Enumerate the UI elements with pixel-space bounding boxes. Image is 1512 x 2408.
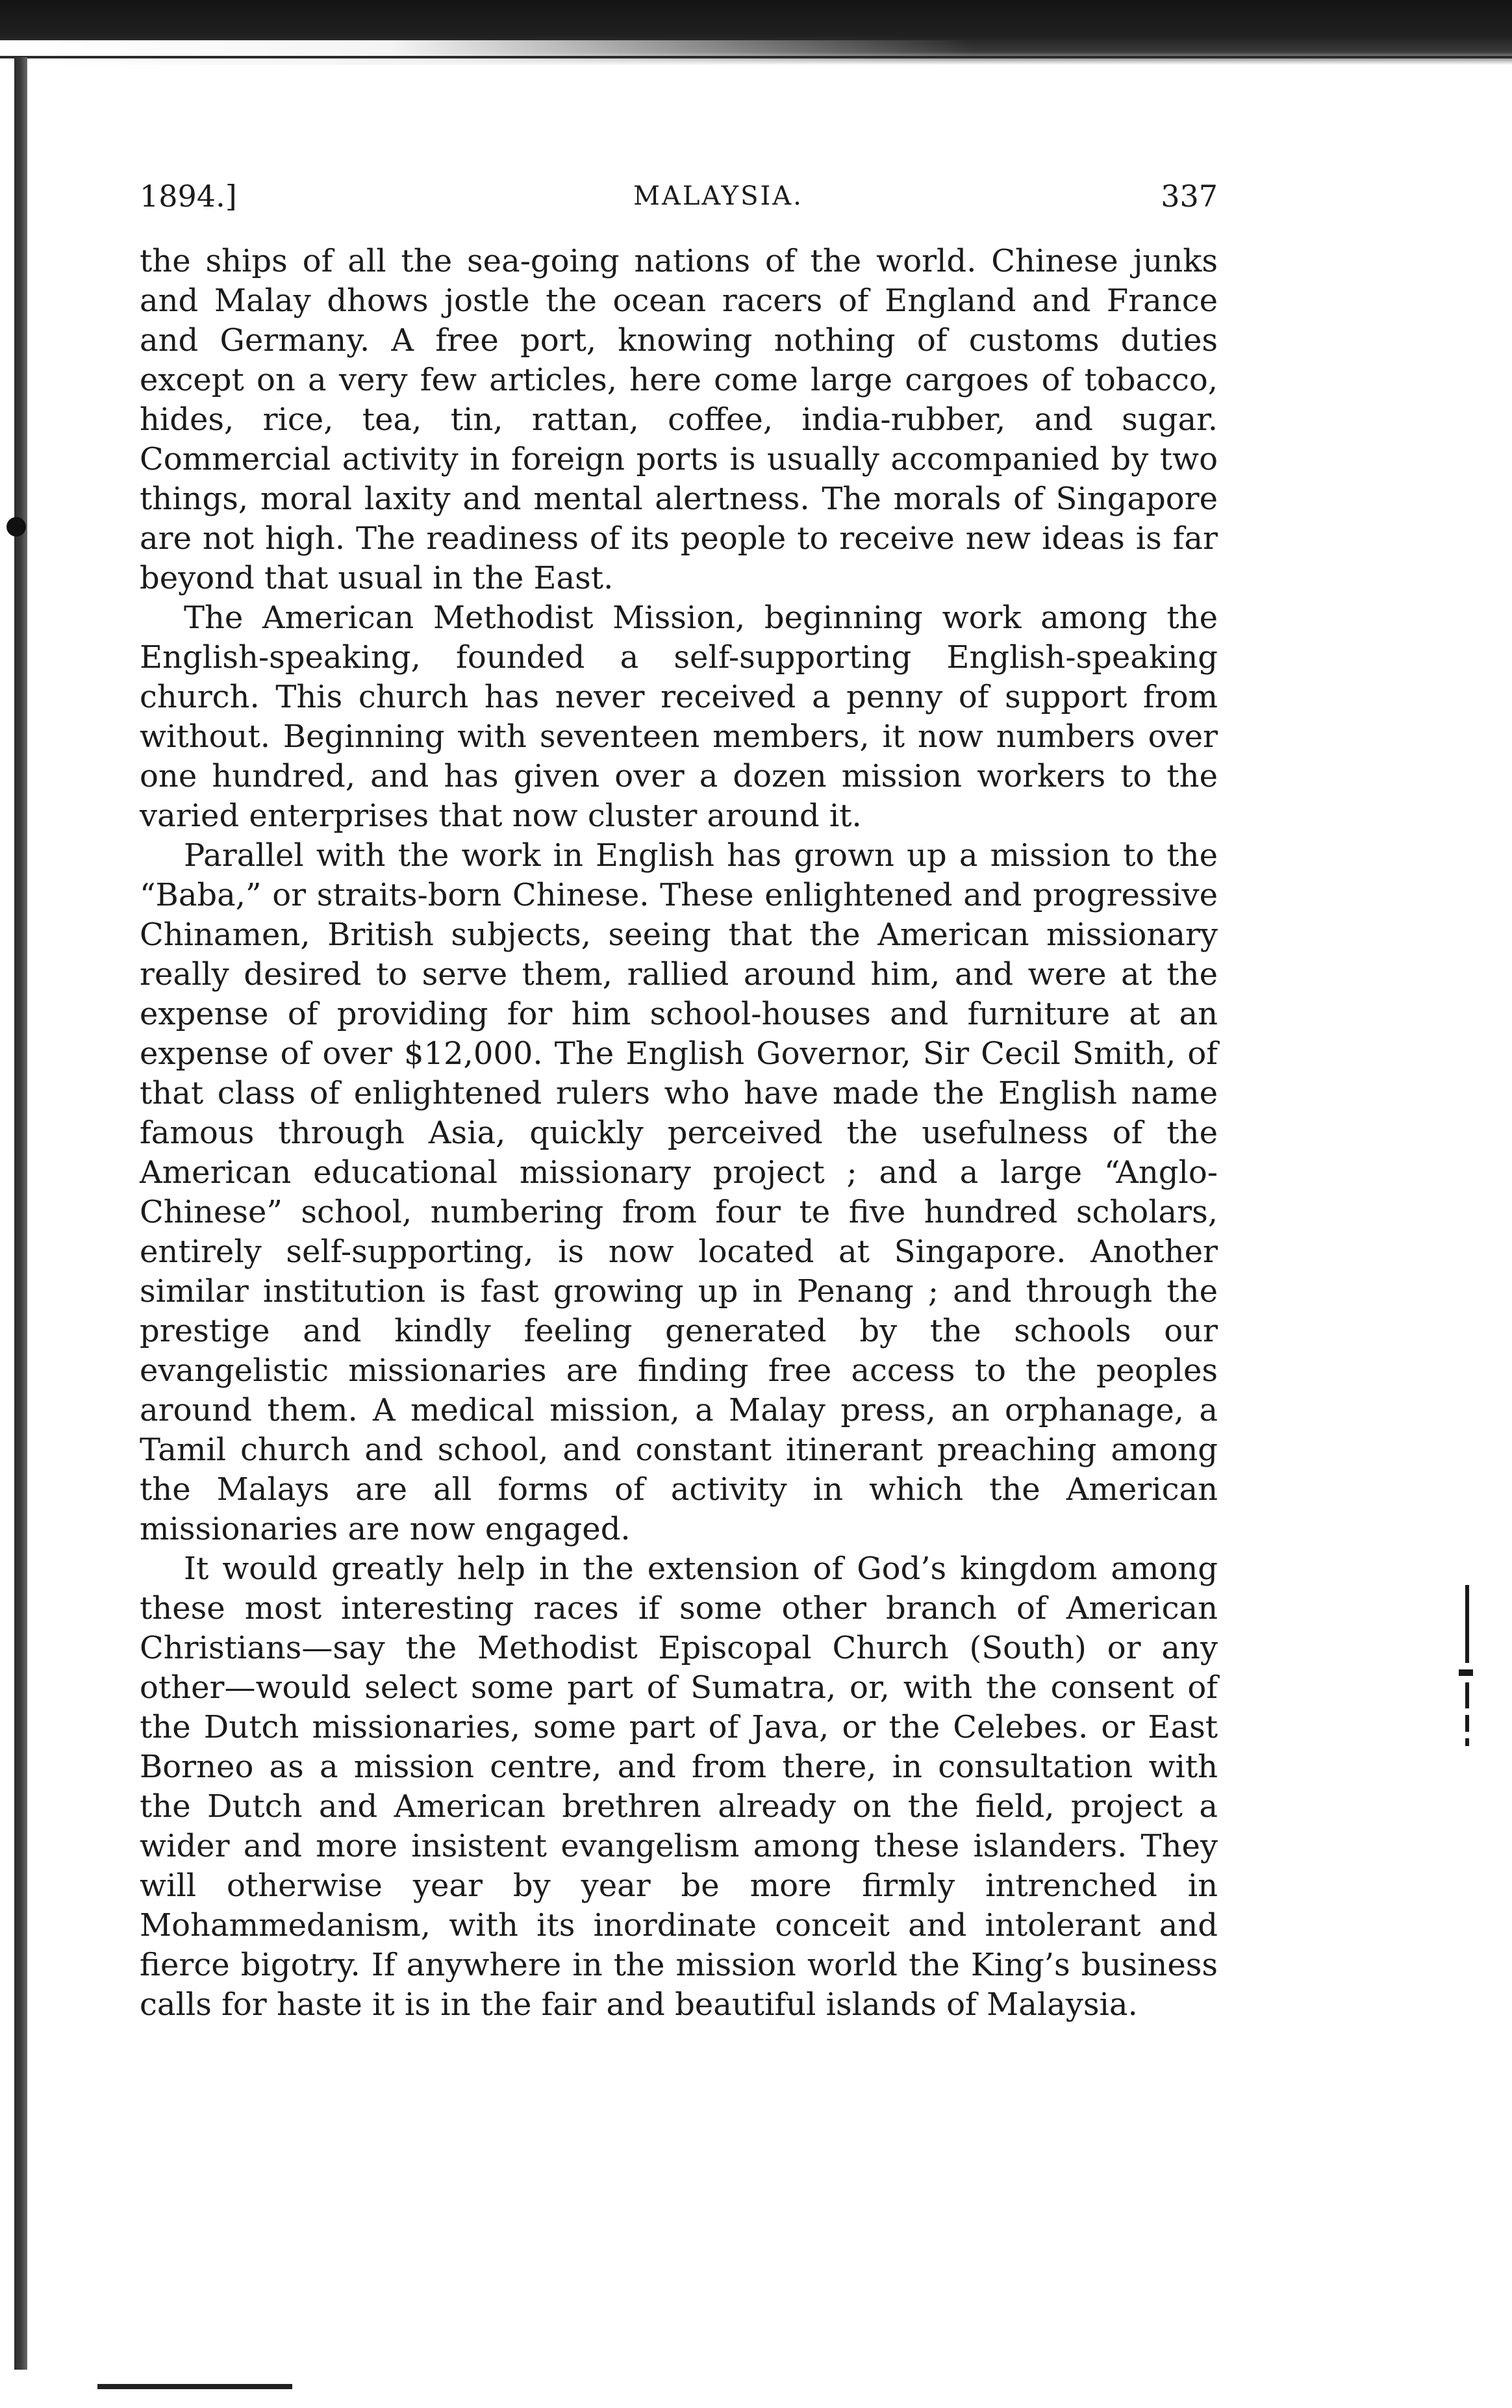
- paragraph-3: Parallel with the work in English has grown up a mission to the “Baba,” or straits-born Chinese. These enlightened and progressive Chinamen, British subjects, seeing that the American missionary really desired to serve them, rallied around him, and were at the expense of providing for him school-houses and furniture at an expense of over $12,000. The English Governor, Sir Cecil Smith, of that class of enlightened rulers who have made the English name famous through Asia, quickly perceived the usefulness of the American educational missionary project ; and a large “Anglo-Chinese” school, numbering from four te five hundred scholars, entirely self-supporting, is now located at Singapore. Another similar institution is fast growing up in Penang ; and through the prestige and kindly feeling generated by the schools our evangelistic missionaries are finding free access to the peoples around them. A medical mission, a Malay press, an orphanage, a Tamil church and school, and constant itinerant preaching among the Malays are all forms of activity in which the American missionaries are now engaged.: [140, 837, 1218, 1547]
- margin-pencil-mark: [1455, 1585, 1481, 1767]
- margin-dot-mark: [6, 517, 26, 537]
- header-title: MALAYSIA.: [633, 181, 803, 211]
- scan-top-shadow: [0, 0, 1512, 65]
- running-header: [140, 172, 1218, 224]
- paragraph-1: the ships of all the sea-going nations of the world. Chinese junks and Malay dhows jostle the ocean racers of England and France and Germany. A free port, knowing nothing of customs duties except on a very few articles, here come large cargoes of tobacco, hides, rice, tea, tin, rattan, coffee, india-rubber, and sugar. Commercial activity in foreign ports is usually accompanied by two things, moral laxity and mental alertness. The morals of Singapore are not high. The readiness of its people to receive new ideas is far beyond that usual in the East.: [140, 243, 1218, 596]
- scan-bottom-mark: [97, 2384, 292, 2389]
- page-number: 337: [1161, 179, 1218, 214]
- paragraph-4: It would greatly help in the extension of God’s kingdom among these most interesting races if some other branch of American Christians—say the Methodist Episcopal Church (South) or any other—would select some part of Sumatra, or, with the consent of the Dutch missionaries, some part of Java, or the Celebes. or East Borneo as a mission centre, and from there, in consultation with the Dutch and American brethren already on the field, project a wider and more insistent evangelism among these islanders. They will otherwise year by year be more firmly intrenched in Mohammedanism, with its inordinate conceit and intolerant and fierce bigotry. If anywhere in the mission world the King’s business calls for haste it is in the fair and beautiful islands of Malaysia.: [140, 1551, 1218, 2023]
- scan-binding-edge: [14, 57, 27, 2370]
- scan-top-rule: [0, 56, 1512, 58]
- header-year: 1894.]: [140, 179, 237, 214]
- body-text: [140, 242, 1218, 2025]
- paragraph-2: The American Methodist Mission, beginning work among the English-speaking, founded a self-supporting English-speaking church. This church has never received a penny of support from without. Beginning with seventeen members, it now numbers over one hundred, and has given over a dozen mission workers to the varied enterprises that now cluster around it.: [140, 600, 1218, 834]
